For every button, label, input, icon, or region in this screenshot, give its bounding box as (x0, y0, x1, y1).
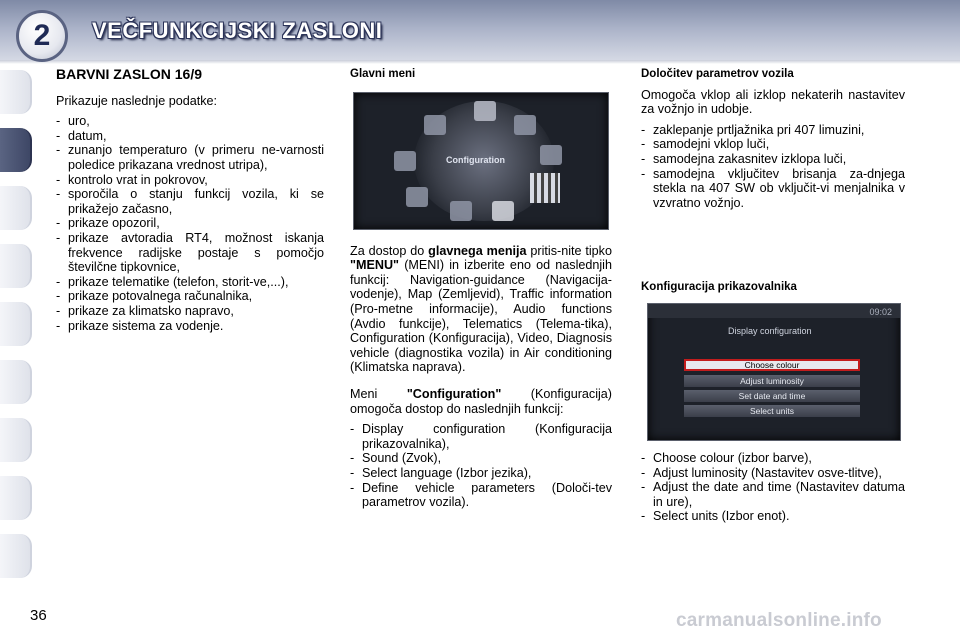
intro-text: Omogoča vklop ali izklop nekaterih nastavitev za vožnjo in udobje. (641, 87, 905, 117)
list-item: - prikaze telematike (telefon, storit-ve,...), (56, 275, 324, 290)
list-item: - samodejna zakasnitev izklopa luči, (641, 152, 905, 167)
list-item: - zaklepanje prtljažnika pri 407 limuzini, (641, 123, 905, 138)
screen-status-bar (648, 304, 900, 318)
text-run: pritis-nite tipko (526, 243, 612, 258)
configuration-functions-list (350, 422, 612, 510)
list-item: - Display configuration (Konfiguracija prikazovalnika), (350, 422, 612, 451)
audio-icon (394, 151, 416, 171)
list-item: - Adjust the date and time (Nastavitev datuma in ure), (641, 480, 905, 509)
list-item: - Sound (Zvok), (350, 451, 612, 466)
display-configuration-screenshot (647, 303, 901, 441)
list-item: - prikaze opozoril, (56, 216, 324, 231)
list-item: - zunanjo temperaturo (v primeru ne-varnosti poledice prikazana vrednost utripa), (56, 143, 324, 172)
list-item: - kontrolo vrat in pokrovov, (56, 173, 324, 188)
list-item: - prikaze potovalnega računalnika, (56, 289, 324, 304)
text-run-bold: "MENU" (350, 258, 400, 273)
intro-text: Prikazuje naslednje podatke: (56, 93, 218, 108)
section-heading: Konfiguracija prikazovalnika (641, 281, 797, 294)
chapter-tab[interactable] (0, 302, 32, 346)
list-item: - samodejna vključitev brisanja za-dnjega stekla na 407 SW ob vključit-vi menjalnika v vzvratno vožnjo. (641, 167, 905, 211)
menu-item-set-date-time[interactable]: Set date and time (684, 390, 860, 402)
main-menu-paragraph (350, 244, 612, 375)
chapter-tab[interactable] (0, 534, 32, 578)
list-item: - Define vehicle parameters (Določi-tev parametrov vozila). (350, 481, 612, 510)
list-item: - prikaze za klimatsko napravo, (56, 304, 324, 319)
configuration-label: Configuration (446, 154, 505, 165)
configuration-paragraph (350, 387, 612, 416)
chapter-tab[interactable] (0, 186, 32, 230)
section-heading: BARVNI ZASLON 16/9 (56, 66, 202, 82)
section-heading: Glavni meni (350, 68, 416, 80)
list-item: - prikaze sistema za vodenje. (56, 319, 324, 334)
screen-title: Display configuration (728, 325, 812, 336)
list-item: - prikaze avtoradia RT4, možnost iskanja frekvence radijske postaje s pomočjo številčne tipkovnice, (56, 231, 324, 275)
configuration-icon (530, 173, 560, 203)
chapter-tabs (0, 64, 34, 580)
display-features-list (56, 114, 324, 333)
list-item: - Select units (Izbor enot). (641, 509, 905, 524)
map-icon (424, 115, 446, 135)
chapter-title: VEČFUNKCIJSKI ZASLONI (92, 18, 383, 43)
car-icon (514, 115, 536, 135)
warning-icon (474, 101, 496, 121)
menu-item-select-units[interactable]: Select units (684, 405, 860, 417)
watermark: carmanualsonline.info (676, 610, 882, 631)
navigation-icon (406, 187, 428, 207)
chapter-tab[interactable] (0, 360, 32, 404)
list-item: - datum, (56, 129, 324, 144)
text-run: (Konfiguracija) omogoča dostop do naslednjih funkcij: (350, 386, 612, 416)
chapter-tab[interactable] (0, 418, 32, 462)
column-colour-display (56, 64, 324, 333)
column-vehicle-parameters (641, 64, 905, 524)
chapter-tab[interactable] (0, 476, 32, 520)
main-menu-screenshot (353, 92, 609, 230)
section-heading: Določitev parametrov vozila (641, 68, 794, 80)
text-run: Meni (350, 386, 407, 401)
list-item: - uro, (56, 114, 324, 129)
list-item: - Choose colour (izbor barve), (641, 451, 905, 466)
menu-item-choose-colour[interactable]: Choose colour (684, 359, 860, 371)
tools-icon (450, 201, 472, 221)
list-item: - samodejni vklop luči, (641, 137, 905, 152)
list-item: - Select language (Izbor jezika), (350, 466, 612, 481)
chapter-tab-active[interactable] (0, 128, 32, 172)
vehicle-parameters-list (641, 123, 905, 211)
text-run: Za dostop do (350, 243, 429, 258)
menu-item-adjust-luminosity[interactable]: Adjust luminosity (684, 375, 860, 387)
phone-icon (540, 145, 562, 165)
text-run-bold: glavnega menija (428, 243, 527, 258)
chapter-number-badge: 2 (16, 10, 68, 62)
chapter-tab[interactable] (0, 244, 32, 288)
column-main-menu (350, 64, 612, 510)
chapter-tab[interactable] (0, 70, 32, 114)
video-icon (492, 201, 514, 221)
page-number: 36 (30, 607, 47, 624)
text-run: (MENI) in izberite eno od naslednjih funkcij: Navigation-guidance (Navigacija-vodenje), Map (Zemljevid), Traffic information (Pro-metne informacije), Audio functions (Avdio funkcije), Telematics (Telema-tika), Configuration (Konfiguracija), Video, Diagnosis vehicle (diagnostika vozila) in Air conditioning (Klimatska naprava). (350, 258, 612, 375)
display-configuration-list (641, 451, 905, 524)
clock-readout: 09:02 (869, 306, 892, 317)
list-item: - sporočila o stanju funkcij vozila, ki se prikažejo začasno, (56, 187, 324, 216)
text-run-bold: "Configuration" (406, 386, 502, 401)
list-item: - Adjust luminosity (Nastavitev osve-tlitve), (641, 466, 905, 481)
